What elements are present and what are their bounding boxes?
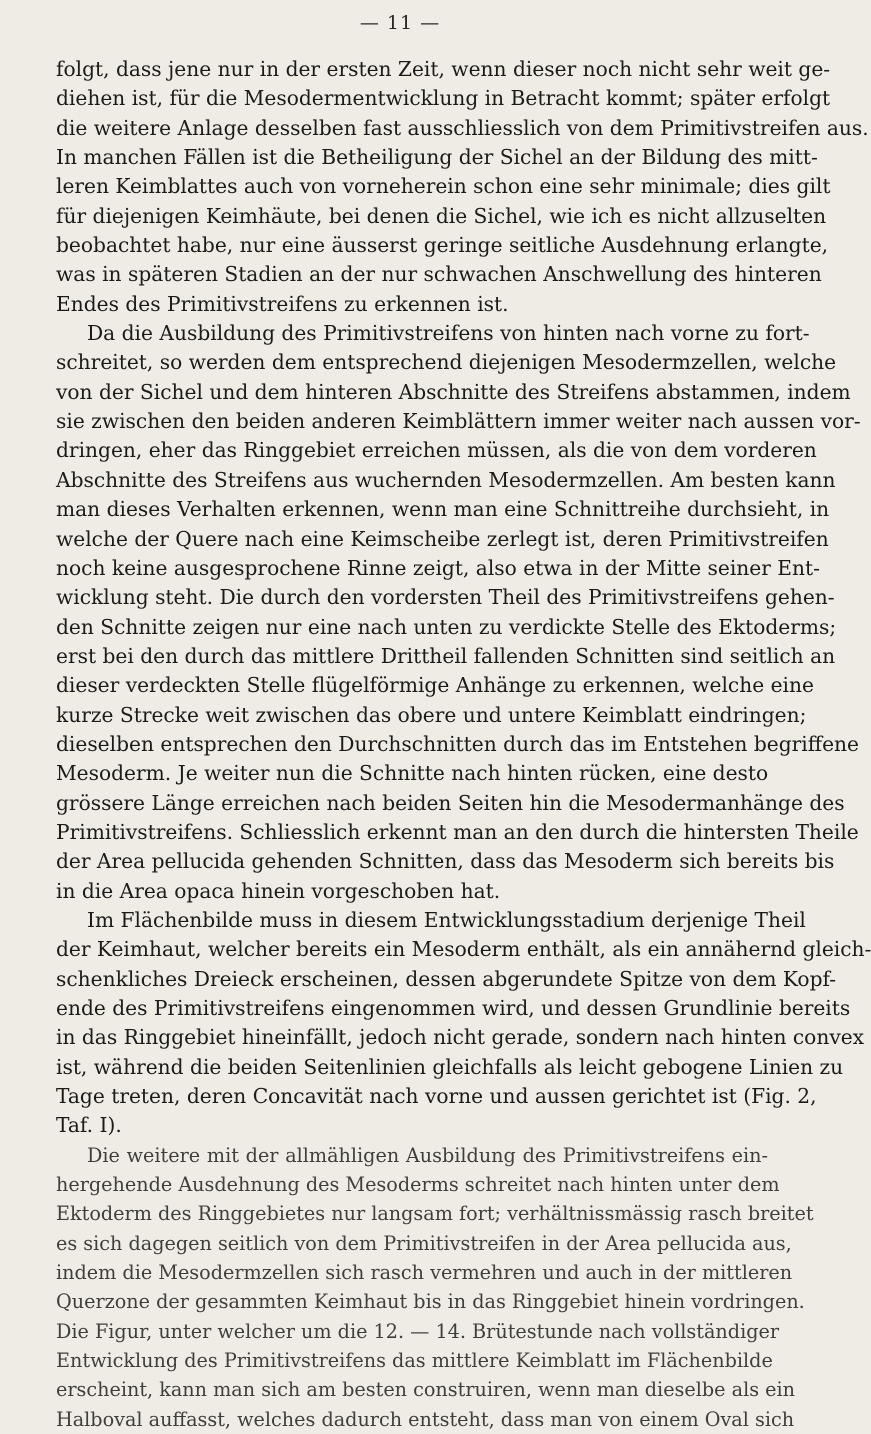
- text-line: Halboval auffasst, welches dadurch entsteht, dass man von einem Oval sich: [56, 1407, 795, 1431]
- text-line: Die weitere mit der allmähligen Ausbildung des Primitivstreifens ein-: [87, 1143, 768, 1167]
- text-line: Im Flächenbilde muss in diesem Entwicklungsstadium derjenige Theil: [87, 907, 806, 932]
- text-line: ist, während die beiden Seitenlinien gleichfalls als leicht gebogene Linien zu: [56, 1054, 844, 1079]
- text-line: Abschnitte des Streifens aus wuchernden Mesodermzellen. Am besten kann: [56, 467, 836, 492]
- text-line: erscheint, kann man sich am besten construiren, wenn man dieselbe als ein: [56, 1378, 795, 1402]
- text-line: ende des Primitivstreifens eingenommen wird, und dessen Grundlinie bereits: [56, 996, 851, 1020]
- text-line: noch keine ausgesprochene Rinne zeigt, also etwa in der Mitte seiner Ent-: [56, 555, 820, 580]
- text-line: Taf. I).: [56, 1113, 122, 1138]
- text-line: welche der Quere nach eine Keimscheibe zerlegt ist, deren Primitivstreifen: [56, 526, 829, 551]
- text-line: hergehende Ausdehnung des Mesoderms schreitet nach hinten unter dem: [56, 1173, 780, 1197]
- text-line: indem die Mesodermzellen sich rasch vermehren und auch in der mittleren: [56, 1261, 793, 1285]
- text-line: in die Area opaca hinein vorgeschoben hat.: [56, 878, 501, 903]
- text-line: dringen, eher das Ringgebiet erreichen müssen, als die von dem vorderen: [56, 438, 817, 463]
- text-line: Endes des Primitivstreifens zu erkennen ist.: [56, 291, 509, 316]
- text-line: erst bei den durch das mittlere Drittheil fallenden Schnitten sind seitlich an: [56, 643, 836, 668]
- text-line: In manchen Fällen ist die Betheiligung der Sichel an der Bildung des mitt-: [56, 145, 818, 170]
- text-line: leren Keimblattes auch von vorneherein schon eine sehr minimale; dies gilt: [56, 174, 831, 199]
- text-line: in das Ringgebiet hineinfällt, jedoch nicht gerade, sondern nach hinten convex: [56, 1025, 865, 1050]
- text-line: Entwicklung des Primitivstreifens das mittlere Keimblatt im Flächenbilde: [56, 1349, 773, 1373]
- text-line: schreitet, so werden dem entsprechend diejenigen Mesodermzellen, welche: [56, 350, 837, 375]
- page-number: — 11 —: [359, 12, 441, 34]
- text-line: kurze Strecke weit zwischen das obere und untere Keimblatt eindringen;: [56, 702, 807, 727]
- text-line: Da die Ausbildung des Primitivstreifens von hinten nach vorne zu fort-: [87, 321, 810, 346]
- text-line: Ektoderm des Ringgebietes nur langsam fort; verhältnissmässig rasch breitet: [56, 1202, 814, 1226]
- text-line: der Area pellucida gehenden Schnitten, dass das Mesoderm sich bereits bis: [56, 849, 835, 874]
- text-line: was in späteren Stadien an der nur schwachen Anschwellung des hinteren: [56, 262, 822, 287]
- text-line: dieselben entsprechen den Durchschnitten durch das im Entstehen begriffene: [56, 731, 859, 756]
- body-text: [56, 55, 871, 1434]
- text-line: der Keimhaut, welcher bereits ein Mesoderm enthält, als ein annähernd gleich-: [56, 937, 871, 962]
- text-line: Primitivstreifens. Schliesslich erkennt man an den durch die hintersten Theile: [56, 819, 859, 844]
- text-line: für diejenigen Keimhäute, bei denen die Sichel, wie ich es nicht allzuselten: [56, 203, 827, 228]
- text-line: sie zwischen den beiden anderen Keimblättern immer weiter nach aussen vor-: [56, 409, 861, 434]
- text-line: beobachtet habe, nur eine äusserst geringe seitliche Ausdehnung erlangte,: [56, 233, 829, 258]
- text-line: grössere Länge erreichen nach beiden Seiten hin die Mesodermanhänge des: [56, 790, 845, 815]
- text-line: folgt, dass jene nur in der ersten Zeit, wenn dieser noch nicht sehr weit ge-: [56, 57, 831, 81]
- text-line: diehen ist, für die Mesodermentwicklung in Betracht kommt; später erfolgt: [56, 86, 831, 111]
- text-line: Querzone der gesammten Keimhaut bis in das Ringgebiet hinein vordringen.: [56, 1290, 805, 1314]
- text-line: man dieses Verhalten erkennen, wenn man eine Schnittreihe durchsieht, in: [56, 497, 830, 522]
- text-line: wicklung steht. Die durch den vordersten Theil des Primitivstreifens gehen-: [56, 585, 835, 610]
- text-line: von der Sichel und dem hinteren Abschnitte des Streifens abstammen, indem: [56, 379, 851, 404]
- text-line: Die Figur, unter welcher um die 12. — 14. Brütestunde nach vollständiger: [56, 1319, 780, 1343]
- text-line: den Schnitte zeigen nur eine nach unten zu verdickte Stelle des Ektoderms;: [56, 614, 837, 639]
- text-line: dieser verdeckten Stelle flügelförmige Anhänge zu erkennen, welche eine: [56, 673, 814, 698]
- text-line: schenkliches Dreieck erscheinen, dessen abgerundete Spitze von dem Kopf-: [56, 966, 837, 991]
- text-line: Mesoderm. Je weiter nun die Schnitte nach hinten rücken, eine desto: [56, 761, 769, 786]
- text-line: Tage treten, deren Concavität nach vorne und aussen gerichtet ist (Fig. 2,: [56, 1084, 817, 1109]
- text-line: es sich dagegen seitlich von dem Primitivstreifen in der Area pellucida aus,: [56, 1231, 792, 1255]
- text-line: die weitere Anlage desselben fast ausschliesslich von dem Primitivstreifen aus.: [56, 115, 869, 140]
